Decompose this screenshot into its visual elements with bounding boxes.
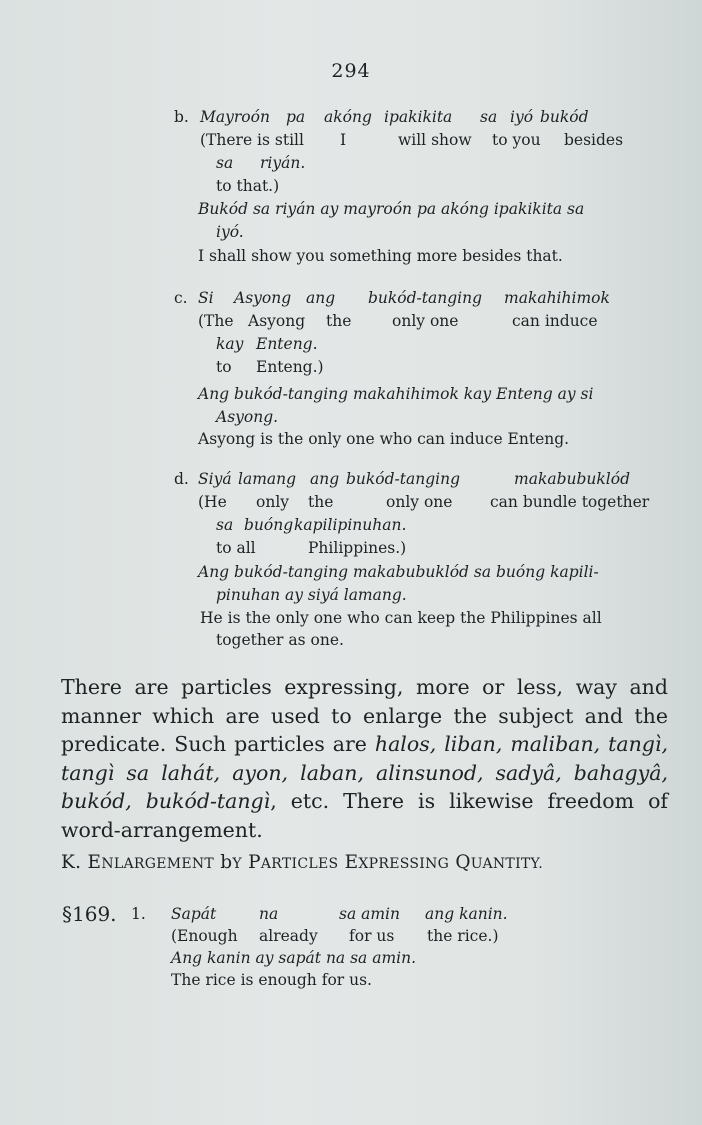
gloss-word: Enteng.) xyxy=(256,358,324,376)
gloss-word: to that.) xyxy=(216,177,280,195)
tagalog-word: Mayroón xyxy=(200,108,270,126)
tagalog-word: bukód-tanging xyxy=(368,289,483,307)
tagalog-word: Enteng. xyxy=(256,335,318,353)
gloss-word: (There is still xyxy=(200,131,304,149)
gloss-word: can induce xyxy=(512,312,598,330)
paragraph-line: bukód, bukód-tangì, etc. There is likewise freedom of xyxy=(61,789,669,813)
heading-word: EXPRESSING xyxy=(344,852,450,873)
gloss-word: for us xyxy=(349,927,395,945)
tagalog-word: Si xyxy=(198,289,214,307)
example-c xyxy=(174,287,674,447)
translation: Asyong is the only one who can induce Enteng. xyxy=(198,430,570,448)
tagalog-word: Sapát xyxy=(171,905,217,923)
gloss-word: to you xyxy=(492,131,541,149)
heading-word: bY xyxy=(220,852,242,873)
paragraph-line: predicate. Such particles are halos, liban, maliban, tangì, xyxy=(61,732,668,756)
tagalog-word: ipakikita xyxy=(384,108,453,126)
gloss-word: (The xyxy=(198,312,234,330)
tagalog-word: ang xyxy=(306,289,336,307)
tagalog-sentence: pinuhan ay siyá lamang. xyxy=(216,586,407,604)
section-symbol: §169. xyxy=(62,902,117,926)
gloss-word: only one xyxy=(386,493,453,511)
tagalog-word: akóng xyxy=(324,108,372,126)
tagalog-word: Asyong xyxy=(234,289,292,307)
gloss-word: Asyong xyxy=(248,312,306,330)
tagalog-sentence: Ang bukód-tanging makabubuklód sa buóng kapili- xyxy=(198,563,599,581)
tagalog-word: kapilipinuhan. xyxy=(294,516,407,534)
gloss-word: only one xyxy=(392,312,459,330)
translation: I shall show you something more besides that. xyxy=(198,247,563,265)
gloss-word: to all xyxy=(216,539,256,557)
heading-word: PARTICLES xyxy=(248,852,339,873)
example-b xyxy=(174,106,674,266)
tagalog-word: riyán. xyxy=(260,154,306,172)
section-heading xyxy=(61,852,671,873)
paragraph-line: word-arrangement. xyxy=(61,817,263,842)
gloss-word: already xyxy=(259,927,318,945)
example-d xyxy=(174,468,674,653)
tagalog-word: buóng xyxy=(244,516,294,534)
gloss-word: (Enough xyxy=(171,927,238,945)
gloss-word: Philippines.) xyxy=(308,539,407,557)
tagalog-word: kay xyxy=(216,335,244,353)
tagalog-sentence: Asyong. xyxy=(216,408,279,426)
tagalog-word: na xyxy=(259,905,279,923)
tagalog-word: ang xyxy=(310,470,340,488)
gloss-word: to xyxy=(216,358,232,376)
heading-word: QUANTITY. xyxy=(455,852,544,873)
heading-word: ENLARGEMENT xyxy=(87,852,215,873)
tagalog-word: pa xyxy=(286,108,306,126)
paragraph-line: There are particles expressing, more or less, way and xyxy=(61,675,668,699)
tagalog-word: Siyá xyxy=(198,470,232,488)
gloss-word: will show xyxy=(398,131,472,149)
tagalog-sentence: Ang bukód-tanging makahihimok kay Enteng ay si xyxy=(198,385,594,403)
gloss-word: besides xyxy=(564,131,624,149)
tagalog-word: ang kanin. xyxy=(425,905,508,923)
example-label: b. xyxy=(174,108,189,126)
gloss-word: the rice.) xyxy=(427,927,499,945)
tagalog-word: lamang xyxy=(238,470,297,488)
example-number: 1. xyxy=(131,905,146,923)
body-paragraph xyxy=(61,673,668,844)
tagalog-word: sa xyxy=(216,154,234,172)
tagalog-sentence: Bukód sa riyán ay mayroón pa akóng ipakikita sa xyxy=(198,200,585,218)
heading-letter: K. xyxy=(61,852,82,873)
translation: The rice is enough for us. xyxy=(171,971,372,989)
translation: He is the only one who can keep the Philippines all xyxy=(200,609,602,627)
tagalog-word: sa xyxy=(216,516,234,534)
tagalog-word: iyó xyxy=(510,108,534,126)
tagalog-word: sa amin xyxy=(339,905,401,923)
paragraph-line: manner which are used to enlarge the subject and the xyxy=(61,703,668,728)
paragraph-line: tangì sa lahát, ayon, laban, alinsunod, sadyâ, bahagyâ, xyxy=(61,760,668,785)
tagalog-word: bukód-tanging xyxy=(346,470,461,488)
tagalog-word: makabubuklód xyxy=(514,470,630,488)
tagalog-sentence: Ang kanin ay sapát na sa amin. xyxy=(171,949,417,967)
gloss-word: I xyxy=(340,131,347,149)
section-example xyxy=(131,903,651,1003)
example-label: d. xyxy=(174,470,189,488)
gloss-word: can bundle together xyxy=(490,493,650,511)
page-number: 294 xyxy=(331,60,371,82)
gloss-word: the xyxy=(308,493,334,511)
gloss-word: the xyxy=(326,312,352,330)
tagalog-word: makahihimok xyxy=(504,289,610,307)
example-label: c. xyxy=(174,289,188,307)
tagalog-sentence: iyó. xyxy=(216,223,244,241)
translation: together as one. xyxy=(216,631,344,649)
gloss-word: (He xyxy=(198,493,227,511)
gloss-word: only xyxy=(256,493,290,511)
tagalog-word: sa xyxy=(480,108,498,126)
tagalog-word: bukód xyxy=(540,108,589,126)
